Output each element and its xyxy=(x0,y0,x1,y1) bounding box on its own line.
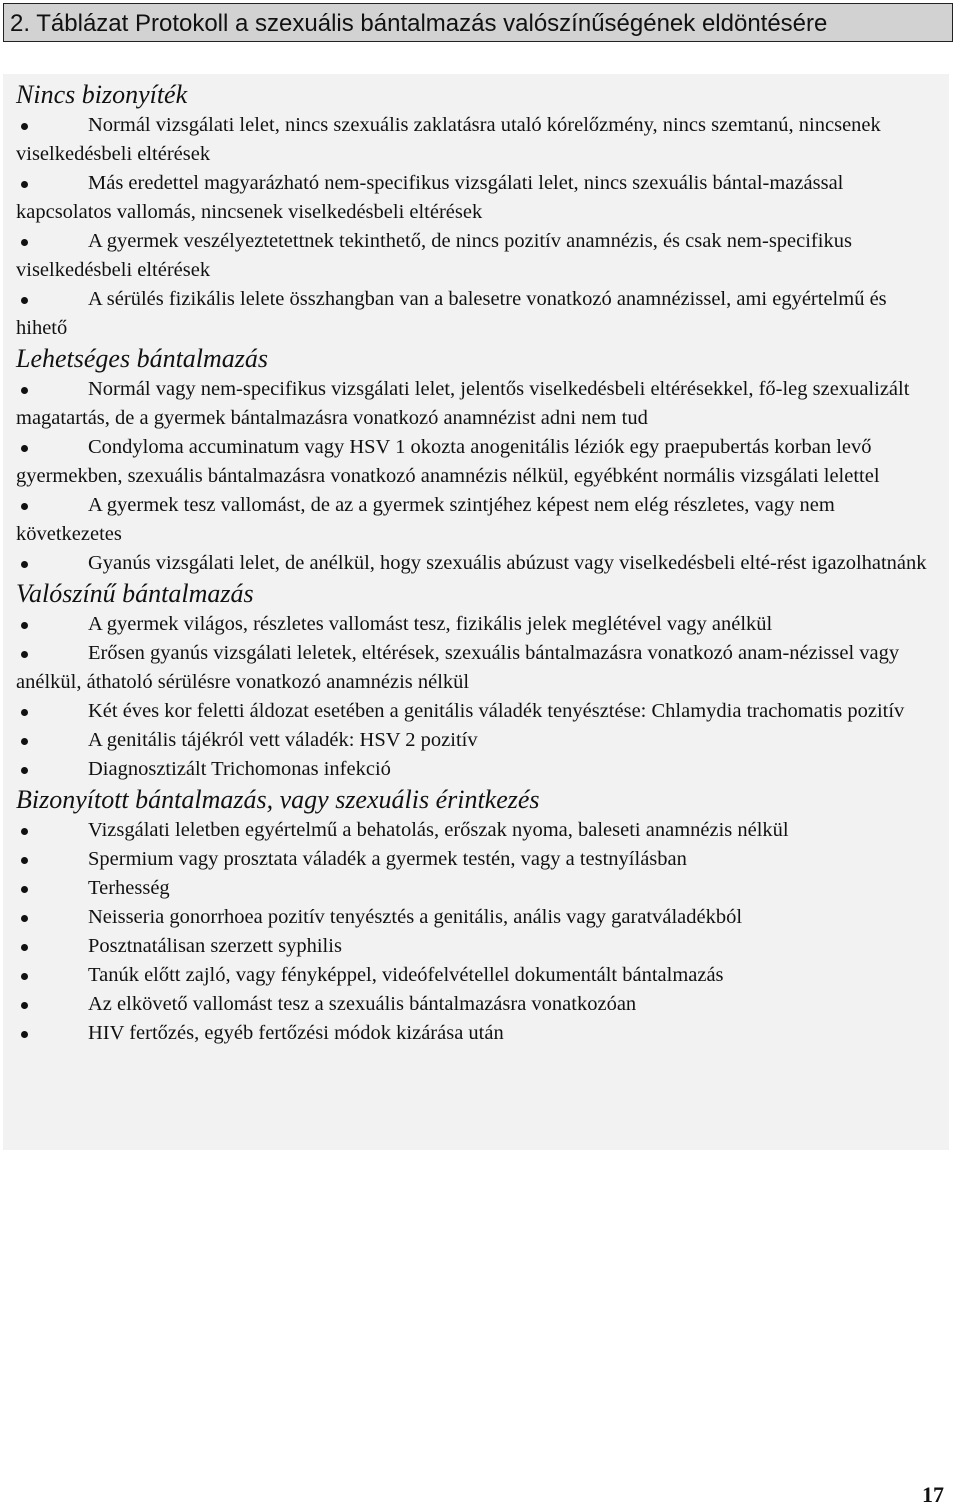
bullet-icon xyxy=(21,239,28,246)
list-item xyxy=(16,375,939,433)
bullet-icon xyxy=(21,651,28,658)
list-item-text: Tanúk előtt zajló, vagy fényképpel, videófelvétellel dokumentált bántalmazás xyxy=(88,964,724,986)
list-item xyxy=(16,1019,939,1048)
list-item-text: A sérülés fizikális lelete összhangban van a balesetre vonatkozó anamnézissel, ami egyértelmű és hihető xyxy=(16,288,887,339)
list-item-text: Normál vagy nem-specifikus vizsgálati lelet, jelentős viselkedésbeli eltérésekkel, fő-leg szexualizált magatartás, de a gyermek bántalmazásra vonatkozó anamnézist adni nem tud xyxy=(16,378,910,429)
list-item-text: Condyloma accuminatum vagy HSV 1 okozta anogenitális léziók egy praepubertás korban levő gyermekben, szexuális bántalmazásra vonatkozó anamnézis nélkül, egyébként normális vizsgálati lelettel xyxy=(16,436,880,487)
list-item xyxy=(16,755,939,784)
list-item xyxy=(16,285,939,343)
bullet-icon xyxy=(21,622,28,629)
list-item-text: Gyanús vizsgálati lelet, de anélkül, hogy szexuális abúzust vagy viselkedésbeli elté-rést igazolhatnánk xyxy=(88,552,927,574)
bullet-icon xyxy=(21,738,28,745)
protocol-panel xyxy=(3,74,949,1150)
list-item xyxy=(16,816,939,845)
list-item-text: Neisseria gonorrhoea pozitív tenyésztés a genitális, anális vagy garatváladékból xyxy=(88,906,743,928)
list-item xyxy=(16,433,939,491)
list-item-text: A genitális tájékról vett váladék: HSV 2 pozitív xyxy=(88,729,478,751)
list-item xyxy=(16,874,939,903)
bullet-icon xyxy=(21,445,28,452)
list-item-text: HIV fertőzés, egyéb fertőzési módok kizárása után xyxy=(88,1022,504,1044)
bullet-icon xyxy=(21,1002,28,1009)
bullet-icon xyxy=(21,944,28,951)
bullet-icon xyxy=(21,503,28,510)
bullet-icon xyxy=(21,561,28,568)
list-item-text: A gyermek tesz vallomást, de az a gyermek szintjéhez képest nem elég részletes, vagy nem következetes xyxy=(16,494,835,545)
section-heading-no-evidence: Nincs bizonyíték xyxy=(16,80,188,109)
list-item xyxy=(16,549,939,578)
list-item-text: A gyermek világos, részletes vallomást tesz, fizikális jelek meglétével vagy anélkül xyxy=(88,613,773,635)
list-item xyxy=(16,169,939,227)
section-heading-possible-abuse: Lehetséges bántalmazás xyxy=(16,344,269,373)
list-item-text: Az elkövető vallomást tesz a szexuális bántalmazásra vonatkozóan xyxy=(88,993,637,1015)
bullet-icon xyxy=(21,973,28,980)
list-item-text: Spermium vagy prosztata váladék a gyermek testén, vagy a testnyílásban xyxy=(88,848,687,870)
page-number: 17 xyxy=(922,1482,944,1507)
list-item-text: Diagnosztizált Trichomonas infekció xyxy=(88,758,391,780)
table-title: 2. Táblázat Protokoll a szexuális bántalmazás valószínűségének eldöntésére xyxy=(3,3,953,42)
list-item-text: Két éves kor feletti áldozat esetében a genitális váladék tenyésztése: Chlamydia trachomatis pozitív xyxy=(88,700,905,722)
list-item-text: Más eredettel magyarázható nem-specifikus vizsgálati lelet, nincs szexuális bántal-mazással kapcsolatos vallomás, nincsenek viselkedésbeli eltérések xyxy=(16,172,844,223)
list-item-text: Normál vizsgálati lelet, nincs szexuális zaklatásra utaló kórelőzmény, nincs szemtanú, nincsenek viselkedésbeli eltérések xyxy=(16,114,881,165)
list-item xyxy=(16,227,939,285)
list-item xyxy=(16,990,939,1019)
bullet-icon xyxy=(21,123,28,130)
list-item xyxy=(16,726,939,755)
bullet-icon xyxy=(21,828,28,835)
list-item xyxy=(16,610,939,639)
list-item xyxy=(16,961,939,990)
list-item-text: Terhesség xyxy=(88,877,170,899)
bullet-icon xyxy=(21,1031,28,1038)
list-item-text: Posztnatálisan szerzett syphilis xyxy=(88,935,342,957)
list-item xyxy=(16,491,939,549)
list-item-text: Vizsgálati leletben egyértelmű a behatolás, erőszak nyoma, baleseti anamnézis nélkül xyxy=(88,819,789,841)
list-item xyxy=(16,903,939,932)
list-item xyxy=(16,845,939,874)
list-item-text: A gyermek veszélyeztetettnek tekinthető, de nincs pozitív anamnézis, és csak nem-specifikus viselkedésbeli eltérések xyxy=(16,230,852,281)
list-item xyxy=(16,639,939,697)
section-heading-proven-abuse: Bizonyított bántalmazás, vagy szexuális érintkezés xyxy=(16,785,540,814)
bullet-icon xyxy=(21,857,28,864)
bullet-icon xyxy=(21,387,28,394)
list-item xyxy=(16,111,939,169)
bullet-icon xyxy=(21,886,28,893)
list-item xyxy=(16,932,939,961)
bullet-icon xyxy=(21,767,28,774)
section-heading-probable-abuse: Valószínű bántalmazás xyxy=(16,579,254,608)
bullet-icon xyxy=(21,297,28,304)
bullet-icon xyxy=(21,915,28,922)
bullet-icon xyxy=(21,709,28,716)
bullet-icon xyxy=(21,181,28,188)
list-item xyxy=(16,697,939,726)
list-item-text: Erősen gyanús vizsgálati leletek, eltérések, szexuális bántalmazásra vonatkozó anam-nézissel vagy anélkül, áthatoló sérülésre vonatkozó anamnézis nélkül xyxy=(16,642,900,693)
